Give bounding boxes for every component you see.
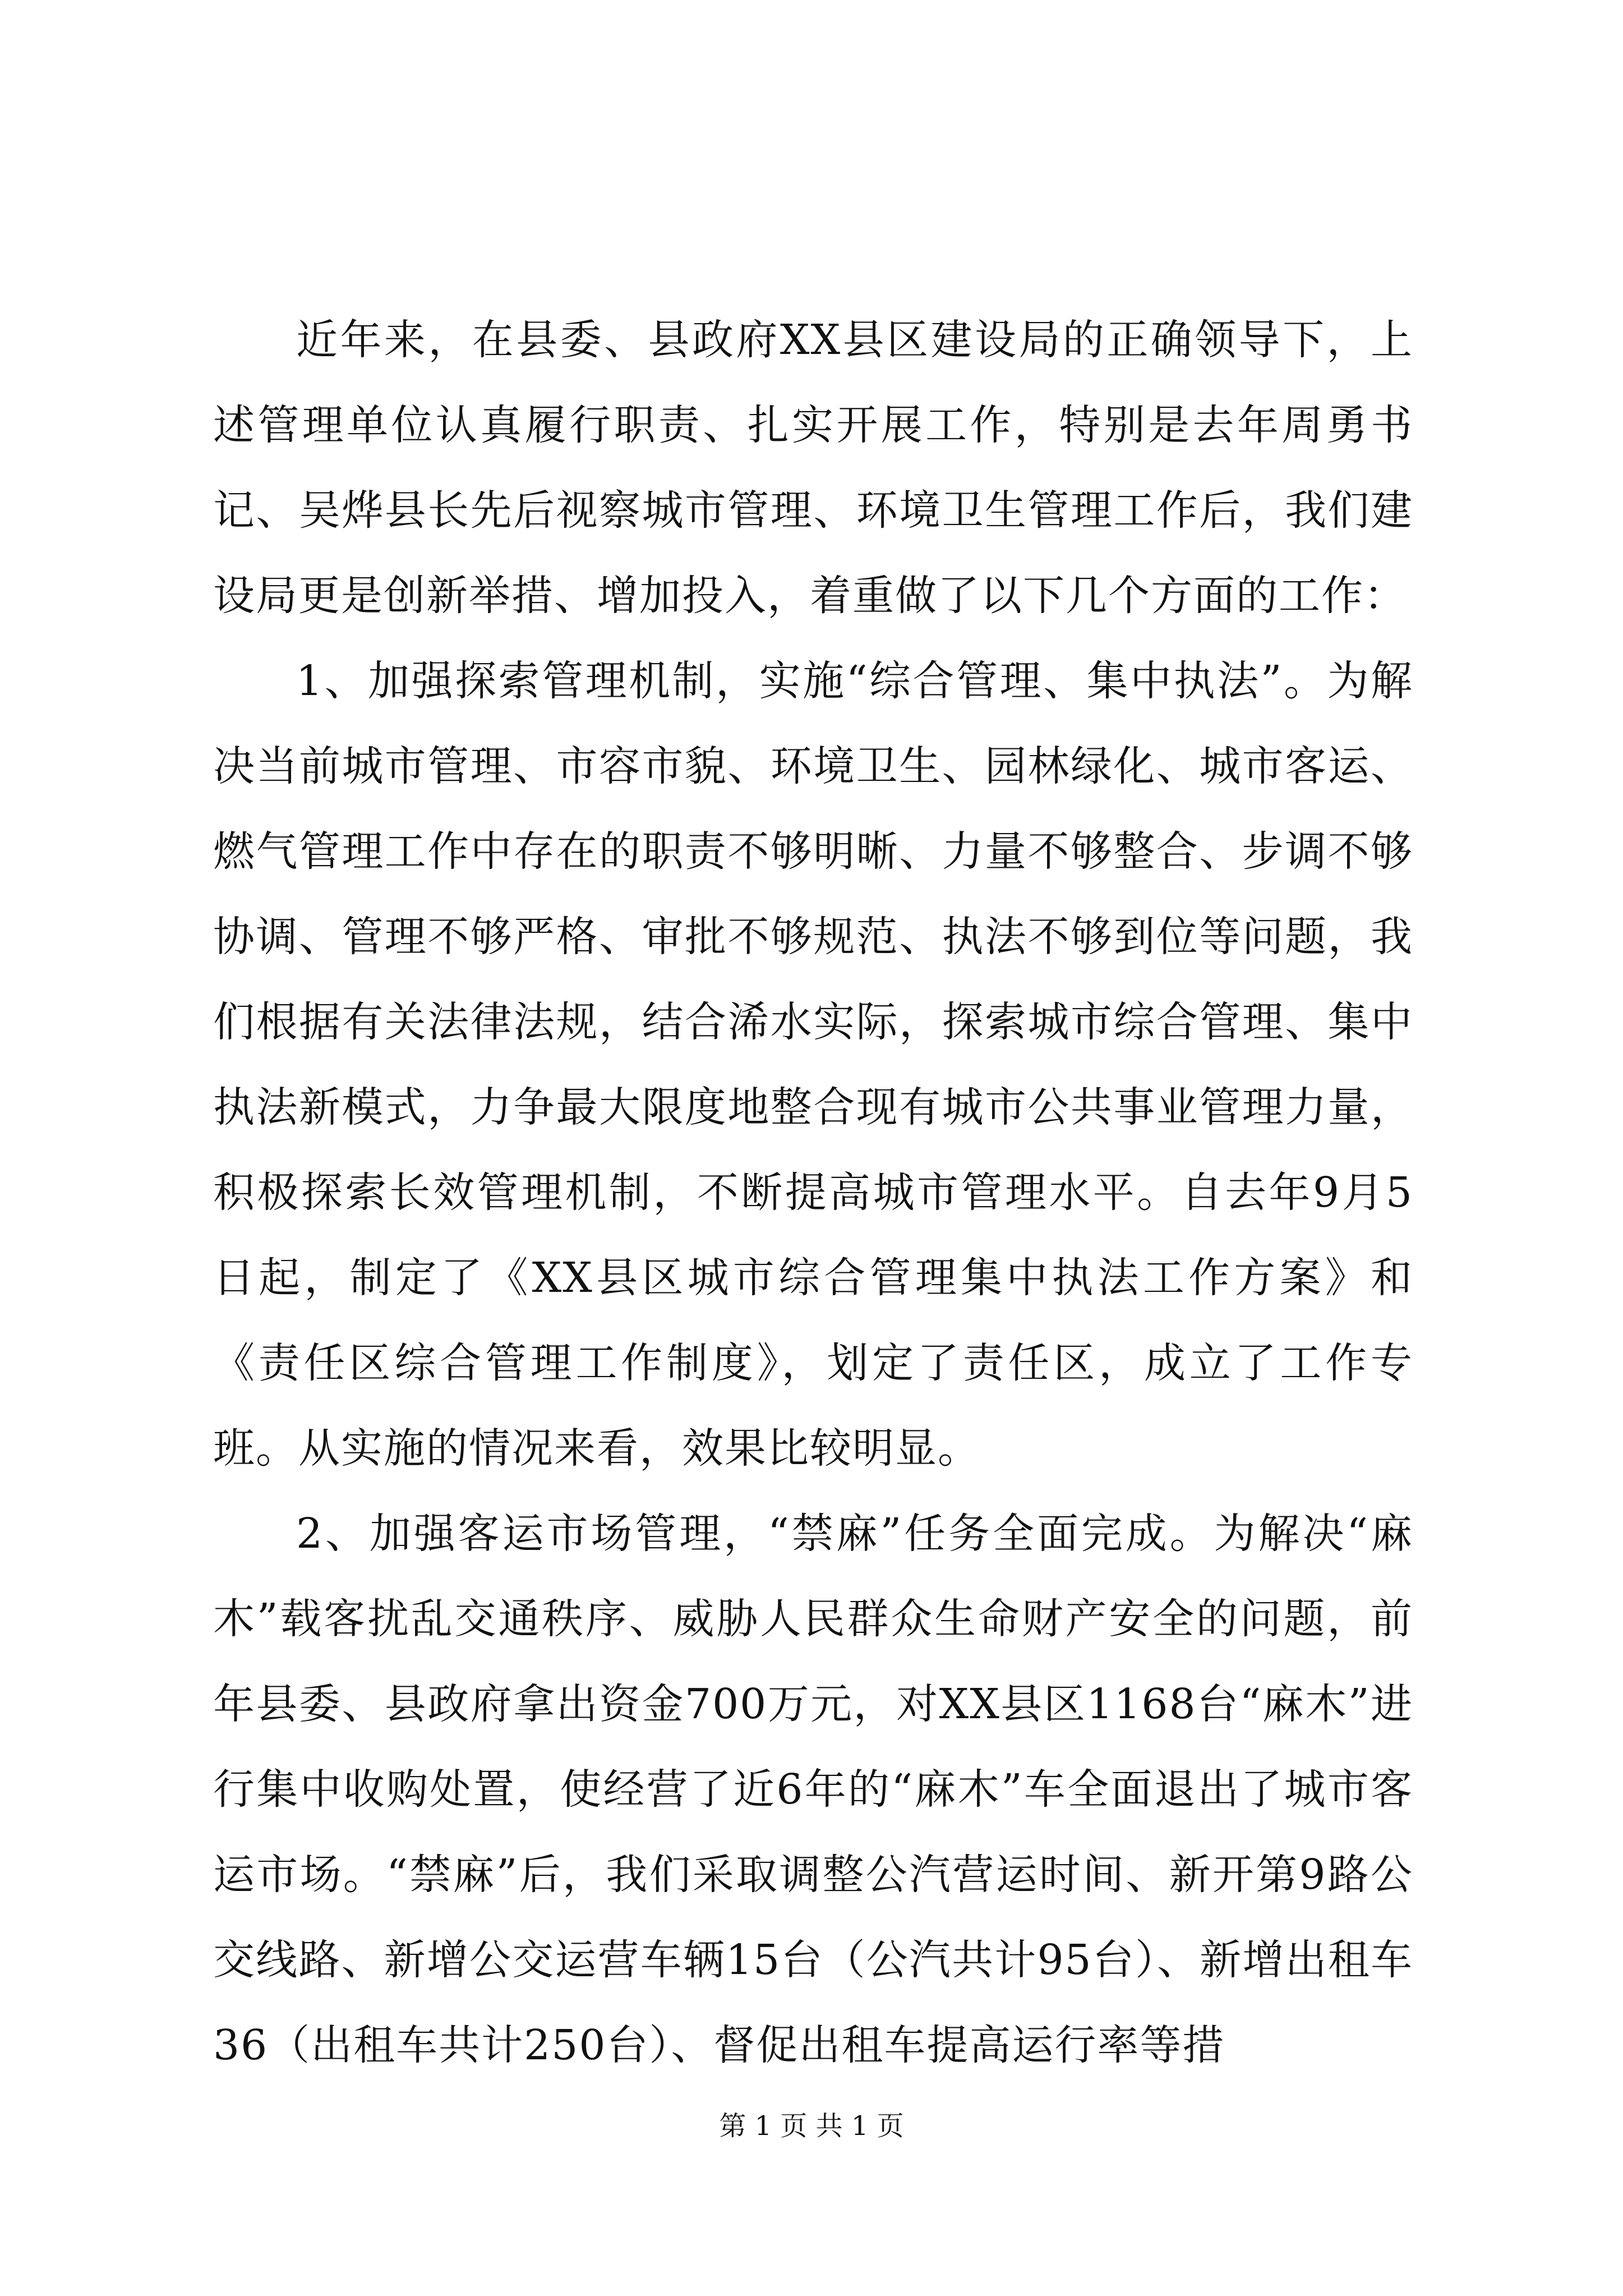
document-body [213,297,1413,2088]
paragraph-item-1: 1、加强探索管理机制，实施“综合管理、集中执法”。为解决当前城市管理、市容市貌、环境卫生、园林绿化、城市客运、燃气管理工作中存在的职责不够明晰、力量不够整合、步调不够协调、管理不够严格、审批不够规范、执法不够到位等问题，我们根据有关法律法规，结合浠水实际，探索城市综合管理、集中执法新模式，力争最大限度地整合现有城市公共事业管理力量，积极探索长效管理机制，不断提高城市管理水平。自去年9月5日起，制定了《XX县区城市综合管理集中执法工作方案》和《责任区综合管理工作制度》，划定了责任区，成立了工作专班。从实施的情况来看，效果比较明显。 [213,657,1413,1473]
paragraph-intro: 近年来，在县委、县政府XX县区建设局的正确领导下，上述管理单位认真履行职责、扎实开展工作，特别是去年周勇书记、吴烨县长先后视察城市管理、环境卫生管理工作后，我们建设局更是创新举措、增加投入，着重做了以下几个方面的工作： [213,316,1413,620]
paragraph-item-2: 2、加强客运市场管理，“禁麻”任务全面完成。为解决“麻木”载客扰乱交通秩序、威胁人民群众生命财产安全的问题，前年县委、县政府拿出资金700万元，对XX县区1168台“麻木”进行集中收购处置，使经营了近6年的“麻木”车全面退出了城市客运市场。“禁麻”后，我们采取调整公汽营运时间、新开第9路公交线路、新增公交运营车辆15台（公汽共计95台）、新增出租车36（出租车共计250台）、督促出租车提高运行率等措 [213,1510,1413,2069]
page-footer: 第 1 页 共 1 页 [719,2110,904,2142]
